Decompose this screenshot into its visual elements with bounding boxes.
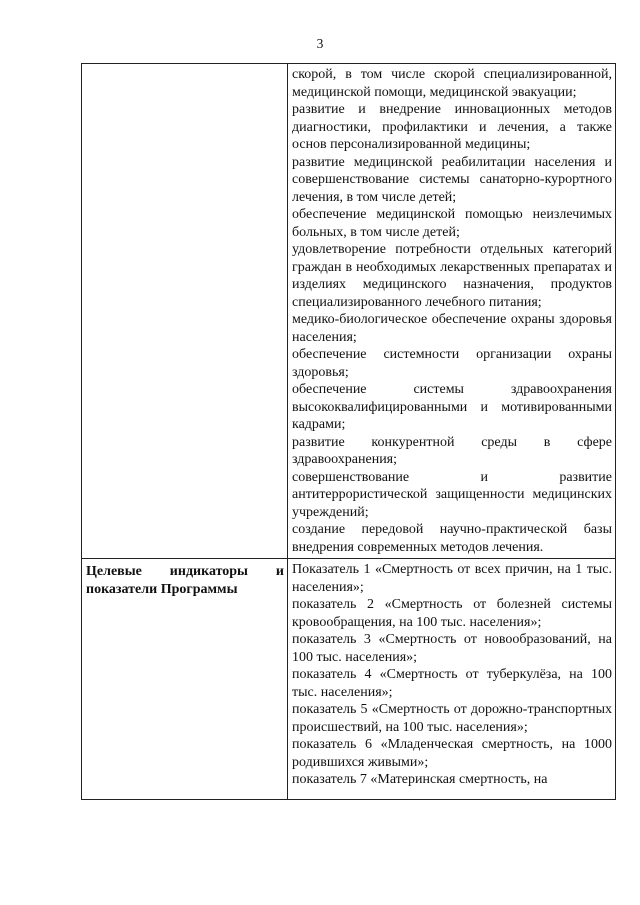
list-item: развитие медицинской реабилитации населения и совершенствование системы санаторно-курортного лечения, в том числе детей; xyxy=(292,154,612,205)
list-item: скорой, в том числе скорой специализированной, медицинской помощи, медицинской эвакуации; xyxy=(292,67,612,100)
list-item: показатель 4 «Смертность от туберкулёза, на 100 тыс. населения»; xyxy=(292,667,612,700)
list-item: показатель 6 «Младенческая смертность, на 1000 родившихся живыми»; xyxy=(292,737,612,770)
left-cell-goals xyxy=(82,64,288,559)
right-cell-indicators xyxy=(288,559,616,800)
list-item: обеспечение медицинской помощью неизлечимых больных, в том числе детей; xyxy=(292,207,612,240)
list-item: развитие и внедрение инновационных методов диагностики, профилактики и лечения, а также основ персонализированной медицины; xyxy=(292,102,612,152)
list-item: удовлетворение потребности отдельных категорий граждан в необходимых лекарственных препаратах и изделиях медицинского назначения, продуктов специализированного лечебного питания; xyxy=(292,242,612,310)
list-item: показатель 7 «Материнская смертность, на xyxy=(292,772,548,787)
list-item: совершенствование и развитие антитеррористической защищенности медицинских учреждений; xyxy=(292,469,612,520)
left-cell-indicators xyxy=(82,559,288,800)
list-item: обеспечение системности организации охраны здоровья; xyxy=(292,347,612,380)
page-number: 3 xyxy=(316,36,324,51)
program-passport-table xyxy=(81,63,616,800)
list-item: медико-биологическое обеспечение охраны здоровья населения; xyxy=(292,312,612,345)
table-row-goals xyxy=(82,64,616,559)
list-item: создание передовой научно-практической базы внедрения современных методов лечения. xyxy=(292,522,612,555)
table-row-indicators xyxy=(82,559,616,800)
right-cell-goals xyxy=(288,64,616,559)
left-label-indicators: Целевые индикаторы и показатели Программы xyxy=(86,564,284,597)
list-item: показатель 2 «Смертность от болезней системы кровообращения, на 100 тыс. населения»; xyxy=(292,597,612,630)
list-item: показатель 3 «Смертность от новообразований, на 100 тыс. населения»; xyxy=(292,632,612,665)
list-item: обеспечение системы здравоохранения высококвалифицированными и мотивированными кадрами; xyxy=(292,382,612,432)
list-item: показатель 5 «Смертность от дорожно-транспортных происшествий, на 100 тыс. населения»; xyxy=(292,702,612,735)
list-item: Показатель 1 «Смертность от всех причин, на 1 тыс. населения»; xyxy=(292,562,612,595)
list-item: развитие конкурентной среды в сфере здравоохранения; xyxy=(292,434,612,467)
